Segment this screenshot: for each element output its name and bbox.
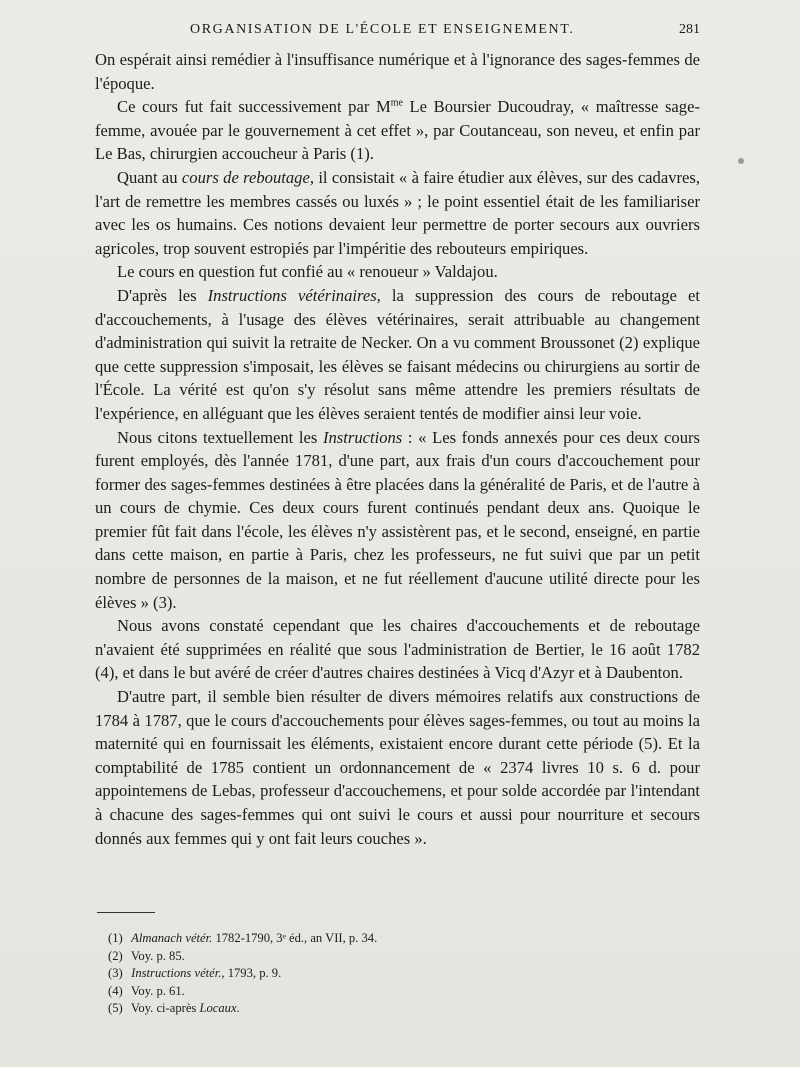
italic-cours-de-reboutage: cours de reboutage — [181, 167, 310, 187]
footnote-2: (2) Voy. p. 85. — [108, 948, 185, 963]
page-header — [112, 22, 700, 42]
footnote-1: (1) Almanach vétér. 1782-1790, 3ᵉ éd., an VII, p. 34. — [108, 931, 378, 945]
paper-speck — [738, 158, 744, 164]
paragraph-8: D'autre part, il semble bien résulter de divers mémoires relatifs aux constructions de 1784 à 1787, que le cours d'accouchements pour élèves sages-femmes, ou tout au moins la maternité qui en fournissait les éléments, existaient encore durant cette période (5). Et la comptabilité de 1785 contient un ordonnancement de « 2374 livres 10 s. 6 d. pour appointemens de Lebas, professeur d'accouchemens, et pour solde accordée par l'intendant à chacune des sages-femmes qui ont suivi le cours et aussi pour nourriture et secours donnés aux femmes qui y ont fait leurs couches ». — [95, 687, 700, 848]
page-number: 281 — [679, 22, 700, 37]
paragraph-5: D'après les Instructions vétérinaires, la suppression des cours de reboutage et d'accouchements, à l'usage des élèves vétérinaires, serait attribuable au changement d'administration qui suivit la retraite de Necker. On a vu comment Broussonet (2) explique que cette suppression s'imposait, les élèves se faisant médecins ou chirurgiens au sortir de l'École. La vérité est qu'on s'y résolut sans même attendre les premiers résultats de l'expérience, en alléguant que les élèves seraient tentés de modifier ainsi leur voie. — [95, 285, 701, 423]
paragraph-3: Quant au cours de reboutage, il consistait « à faire étudier aux élèves, sur des cadavres, l'art de remettre les membres cassés ou luxés » ; le point essentiel était de les familiariser avec les os humains. Ces notions devaient leur permettre de porter secours aux ouvriers agricoles, trop souvent estropiés par l'impéritie des rebouteurs empiriques. — [95, 167, 700, 258]
italic-instructions-veterinaires: Instructions vétérinaires — [207, 285, 377, 305]
footnote-divider — [97, 912, 155, 913]
footnote-5: (5) Voy. ci-après Locaux. — [108, 1001, 240, 1016]
italic-instructions: Instructions — [322, 427, 403, 447]
running-title: ORGANISATION DE L'ÉCOLE ET ENSEIGNEMENT. — [190, 22, 575, 37]
paragraph-6: Nous citons textuellement les Instructions : « Les fonds annexés pour ces deux cours furent employés, dès l'année 1781, d'une part, aux frais d'un cours d'accouchement pour former des sages-femmes destinées à être placées dans la généralité de Paris, et de l'autre à un cours de chymie. Ces deux cours furent continués pendant deux ans. Quoique le premier fût fait dans l'école, les élèves n'y assistèrent pas, et le second, enseigné, en partie dans cette maison, en partie à Paris, chez les professeurs, ne fut suivi que par un petit nombre de personnes de la maison, et ne fut réellement d'aucune utilité directe pour les élèves » (3). — [95, 427, 700, 612]
superscript-me: me — [390, 97, 403, 109]
paragraph-7: Nous avons constaté cependant que les chaires d'accouchements et de reboutage n'avaient été supprimées en réalité que sous l'administration de Bertier, le 16 août 1782 (4), et dans le but avéré de créer d'autres chaires destinées à Vicq d'Azyr et à Daubenton. — [95, 616, 700, 683]
footnote-4: (4) Voy. p. 61. — [108, 983, 185, 998]
paragraph-4: Le cours en question fut confié au « renoueur » Valdajou. — [117, 262, 498, 282]
paragraph-1: On espérait ainsi remédier à l'insuffisance numérique et à l'ignorance des sages-femmes de l'époque. — [95, 50, 700, 93]
footnotes — [108, 930, 668, 1018]
footnote-3: (3) Instructions vétér., 1793, p. 9. — [108, 966, 282, 981]
body-text — [95, 48, 700, 850]
paragraph-2: Ce cours fut fait successivement par $M^{me}$ Le Boursier Ducoudray, « maîtresse sage-femme, avouée par le gouvernement à cet effet », par Coutanceau, son neveu, et enfin par Le Bas, chirurgien accoucheur à Paris (1). — [95, 97, 700, 164]
